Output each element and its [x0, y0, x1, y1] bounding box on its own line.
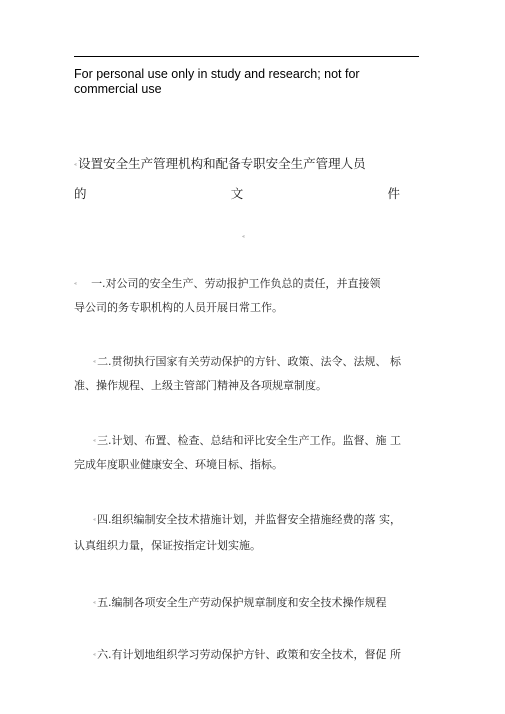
title-char-jian: 件	[387, 186, 400, 201]
item-1-line1	[74, 277, 381, 291]
disclaimer-text: For personal use only in study and research; not for commercial use	[74, 67, 360, 96]
item-3-text: 三.计划、布置、检查、总结和评比安全生产工作。监督、施 工	[97, 434, 402, 447]
item-4-line1	[93, 513, 401, 527]
title-char-de: 的	[74, 186, 87, 201]
document-title-line1	[74, 157, 366, 172]
item-2-line1	[93, 355, 401, 369]
item-4-line2: 认真组织力量，保证按指定计划实施。	[74, 539, 261, 552]
item-1-line2: 导公司的务专职机构的人员开展日常工作。	[74, 301, 283, 314]
marker-glyph: «	[93, 438, 97, 444]
item-1-text: 一.对公司的安全生产、劳动报护工作负总的责任，并直接领	[91, 277, 381, 290]
item-3-line1	[93, 434, 401, 448]
document-title-line2	[74, 186, 400, 202]
item-4-text: 四.组织编制安全技术措施计划，并监督安全措施经费的落 实，	[97, 513, 402, 526]
item-6-text: 六.有计划地组织学习劳动保护方针、政策和安全技术，督促 所	[97, 648, 402, 661]
item-5-line1	[93, 596, 387, 610]
item-5-text: 五.编制各项安全生产劳动保护规章制度和安全技术操作规程	[97, 596, 387, 609]
center-marker-glyph: «	[242, 234, 246, 240]
marker-glyph: «	[93, 359, 97, 365]
marker-glyph: «	[74, 161, 78, 168]
marker-glyph: «	[93, 600, 97, 606]
item-2-text: 二.贯彻执行国家有关劳动保护的方针、政策、法令、法规、 标	[97, 355, 402, 368]
header-rule	[74, 56, 419, 57]
item-2-line2: 准、操作规程、上级主管部门精神及各项规章制度。	[74, 379, 327, 392]
marker-glyph: «	[74, 281, 78, 287]
item-6-line1	[93, 648, 401, 662]
item-3-line2: 完成年度职业健康安全、环境目标、指标。	[74, 458, 283, 471]
title-char-wen: 文	[230, 186, 244, 201]
title-text: 设置安全生产管理机构和配备专职安全生产管理人员	[78, 156, 366, 171]
marker-glyph: «	[93, 652, 97, 658]
marker-glyph: «	[93, 517, 97, 523]
